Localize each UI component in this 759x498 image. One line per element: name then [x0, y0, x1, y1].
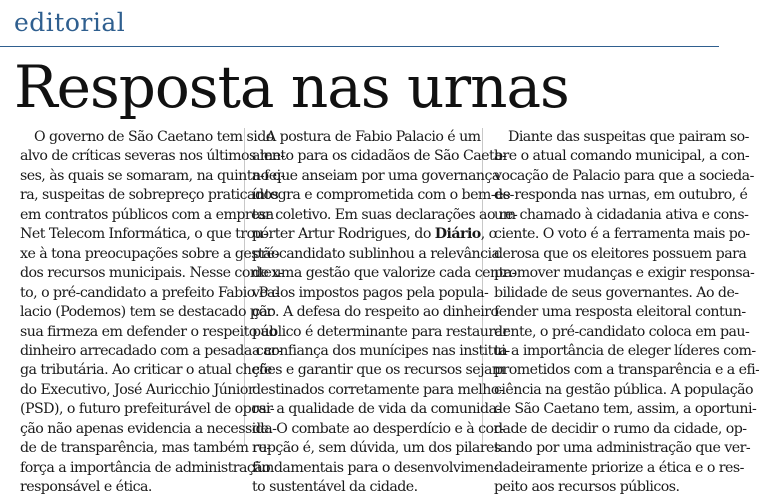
- text-line: tando por uma administração que ver-: [494, 440, 751, 457]
- text-line: vocação de Palacio para que a socieda-: [494, 167, 754, 184]
- text-line: sua firmeza em defender o respeito ao: [20, 323, 277, 340]
- text-line: de de transparência, mas também re-: [20, 440, 271, 457]
- text-line: to sustentável da cidade.: [252, 479, 418, 496]
- text-line: [252, 225, 497, 244]
- section-label: editorial: [14, 8, 126, 37]
- text-line: Net Telecom Informática, o que trou-: [20, 226, 268, 243]
- text-line: ções e garantir que os recursos sejam: [252, 362, 505, 379]
- section-rule: [0, 46, 719, 47]
- text-line: de uma gestão que valorize cada centa-: [252, 265, 516, 282]
- article-column-2: [252, 128, 518, 498]
- text-line: (PSD), o futuro prefeiturável de oposi-: [20, 401, 275, 418]
- text-line: prometidos com a transparência e a efi-: [494, 362, 759, 379]
- text-line: fender uma resposta eleitoral contun-: [494, 304, 746, 321]
- text-run: pórter Artur Rodrigues, do: [252, 226, 435, 243]
- text-line: dos recursos municipais. Nesse contex-: [20, 265, 283, 282]
- text-line: dade de decidir o rumo da cidade, op-: [494, 420, 747, 437]
- headline: Resposta nas urnas: [14, 53, 569, 121]
- text-line: to, o pré-candidato a prefeito Fabio Pa-: [20, 284, 280, 301]
- text-line: ra, suspeitas de sobrepreço praticados: [20, 187, 279, 204]
- text-line: em contratos públicos com a empresa: [20, 206, 274, 223]
- text-line: do Executivo, José Auricchio Júnior: [20, 381, 255, 398]
- text-line: rar a qualidade de vida da comunida-: [252, 401, 501, 418]
- text-line: dadeiramente priorize a ética e o res-: [494, 459, 744, 476]
- text-line: público é determinante para restaurar: [252, 323, 509, 340]
- text-line: responsável e ética.: [20, 479, 152, 496]
- text-line: dinheiro arrecadado com a pesada car-: [20, 342, 282, 359]
- text-line: destinados corretamente para melho-: [252, 381, 504, 398]
- text-line: ga tributária. Ao criticar o atual chefe: [20, 362, 272, 379]
- newspaper-name: Diário: [434, 226, 481, 243]
- text-line: peito aos recursos públicos.: [494, 479, 680, 496]
- text-line: fundamentais para o desenvolvimen-: [252, 459, 498, 476]
- text-line: ses, às quais se somaram, na quinta-fei-: [20, 167, 285, 184]
- text-line: ciente. O voto é a ferramenta mais po-: [494, 226, 750, 243]
- text-line: lacio (Podemos) tem se destacado por: [20, 304, 273, 321]
- text-line: bre o atual comando municipal, a con-: [494, 148, 750, 165]
- article-column-3: [494, 128, 759, 498]
- article-column-1: [20, 128, 285, 498]
- text-line: íntegra e comprometida com o bem-es-: [252, 187, 514, 204]
- text-line: ção não apenas evidencia a necessida-: [20, 420, 277, 437]
- text-line: derosa que os eleitores possuem para: [494, 245, 747, 262]
- text-line: dente, o pré-candidato coloca em pau-: [494, 323, 750, 340]
- text-line: rupção é, sem dúvida, um dos pilares: [252, 440, 501, 457]
- text-line: força a importância de administração: [20, 459, 271, 476]
- text-line: ciência na gestão pública. A população: [494, 381, 753, 398]
- text-line: alvo de críticas severas nos últimos me-: [20, 148, 285, 165]
- text-line: promover mudanças e exigir responsa-: [494, 265, 755, 282]
- text-run: , o: [480, 226, 497, 243]
- text-line: pré-candidato sublinhou a relevância: [252, 245, 500, 262]
- text-line: de São Caetano tem, assim, a oportuni-: [494, 401, 757, 418]
- text-line: bilidade de seus governantes. Ao de-: [494, 284, 739, 301]
- text-line: A postura de Fabio Palacio é um: [266, 129, 481, 145]
- text-line: de responda nas urnas, em outubro, é: [494, 187, 748, 204]
- text-line: ção. A defesa do respeito ao dinheiro: [252, 304, 499, 321]
- text-line: a confiança dos munícipes nas institui-: [252, 342, 510, 359]
- text-line: um chamado à cidadania ativa e cons-: [494, 206, 749, 223]
- text-line: ta a importância de eleger líderes com-: [494, 342, 756, 359]
- text-line: alento para os cidadãos de São Caeta-: [252, 148, 507, 165]
- text-line: tar coletivo. Em suas declarações ao re-: [252, 206, 518, 223]
- text-line: xe à tona preocupações sobre a gestão: [20, 245, 279, 262]
- text-line: no que anseiam por uma governança: [252, 167, 500, 184]
- text-line: de. O combate ao desperdício e à cor-: [252, 420, 504, 437]
- text-line: O governo de São Caetano tem sido: [34, 129, 274, 145]
- text-line: Diante das suspeitas que pairam so-: [508, 129, 749, 145]
- text-line: vo dos impostos pagos pela popula-: [252, 284, 489, 301]
